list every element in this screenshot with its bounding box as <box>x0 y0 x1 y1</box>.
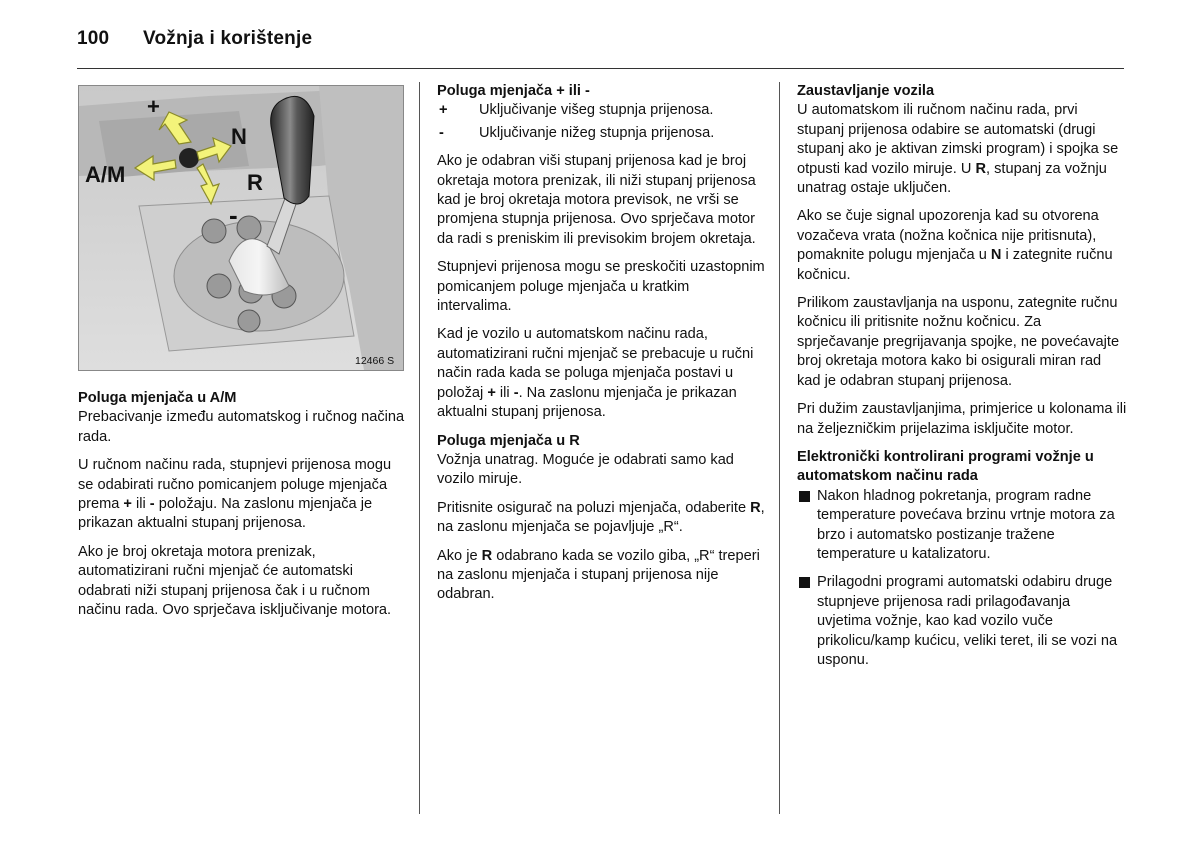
list-item: + Uključivanje višeg stupnja prijenosa. <box>439 102 714 119</box>
paragraph: Pri dužim zaustavljanjima, primjerice u kolonama ili na željezničkim prijelazima isključite motor. <box>797 401 1127 437</box>
paragraph: Ako je R odabrano kada se vozilo giba, „R“ treperi na zaslonu mjenjača i stupanj prijenosa nije odabran. <box>437 547 760 603</box>
column-2 <box>437 82 767 614</box>
fig-label-am: A/M <box>85 162 126 187</box>
page-number: 100 <box>77 28 110 49</box>
paragraph: U automatskom ili ručnom načinu rada, prvi stupanj prijenosa odabire se automatski (drugi stupanj ako je aktivan zimski program) i spojka se otpusti kad vozilo miruje. U R, stupanj za vožnju unatrag ostaje uključen. <box>797 102 1119 197</box>
column-3 <box>797 82 1127 679</box>
paragraph: Pritisnite osigurač na poluzi mjenjača, odaberite R, na zaslonu mjenjača se pojavljuje „R“. <box>437 499 765 536</box>
paragraph: Ako je odabran viši stupanj prijenosa kad je broj okretaja motora prenizak, ili niži stupanj prijenosa kad je broj okretaja motora previsok, ne vrši se promjena stupnja prijenosa. Ovo sprječava motor da radi s preniskim ili previsokim brojem okretaja. <box>437 153 756 247</box>
paragraph: U ručnom načinu rada, stupnjevi prijenosa mogu se odabirati ručno pomicanjem poluge mjenjača prema + ili - položaju. Na zaslonu mjenjača je prikazan aktualni stupanj prijenosa. <box>78 457 392 532</box>
paragraph: Prebacivanje između automatskog i ručnog načina rada. <box>78 409 405 445</box>
heading-lever-am: Poluga mjenjača u A/M <box>78 390 237 406</box>
paragraph: Kad je vozilo u automatskom načinu rada, automatizirani ručni mjenjač se prebacuje u ručni način rada kada se poluga mjenjača postavi u položaj + ili -. Na zaslonu mjenjača je prikazan aktualni stupanj prijenosa. <box>437 326 754 421</box>
bullet-square-icon <box>799 491 810 502</box>
bullet-square-icon <box>799 577 810 588</box>
fig-label-r: R <box>247 170 263 195</box>
list-item: Prilagodni programi automatski odabiru druge stupnjeve prijenosa radi prilagođavanja uvjetima vožnje, kao kad vozilo vuče prikolicu/kamp kućicu, veliki teret, ili se vozi na usponu. <box>797 573 1127 670</box>
paragraph: Stupnjevi prijenosa mogu se preskočiti uzastopnim pomicanjem poluge mjenjača u kratkim intervalima. <box>437 259 765 315</box>
page-title: Vožnja i korištenje <box>143 28 313 49</box>
gear-selector-illustration <box>79 86 403 370</box>
fig-label-minus: - <box>229 200 238 230</box>
heading-lever-plus-minus: Poluga mjenjača + ili - <box>437 83 590 99</box>
column-divider-2 <box>779 82 780 814</box>
heading-lever-r: Poluga mjenjača u R <box>437 432 580 449</box>
list-item: - Uključivanje nižeg stupnja prijenosa. <box>439 124 715 141</box>
page-header <box>77 28 312 50</box>
list-item: Nakon hladnog pokretanja, program radne temperature povećava brzinu vrtnje motora za brzo i automatsko postizanje tražene temperature u katalizatoru. <box>797 487 1127 565</box>
gear-selector-figure <box>78 85 404 371</box>
fig-label-n: N <box>231 124 247 149</box>
fig-code: 12466 S <box>355 355 395 367</box>
paragraph: Prilikom zaustavljanja na usponu, zategnite ručnu kočnicu ili pritisnite nožnu kočnicu. Za sprječavanje pregrijavanja spojke, ne povećavajte broj okretaja motora kako bi osigurali miran rad kad je odabran stupanj prijenosa. <box>797 295 1120 389</box>
fig-label-plus: + <box>147 94 160 119</box>
paragraph: Vožnja unatrag. Moguće je odabrati samo kad vozilo miruje. <box>437 451 734 488</box>
heading-stopping: Zaustavljanje vozila <box>797 83 935 99</box>
column-divider-1 <box>419 82 420 814</box>
paragraph: Ako je broj okretaja motora prenizak, automatizirani ručni mjenjač će automatski odabrati niži stupanj prijenosa čak i u ručnom načinu rada. Ovo sprječava isključivanje motora. <box>78 543 392 619</box>
paragraph: Ako se čuje signal upozorenja kad su otvorena vozačeva vrata (nožna kočnica nije pritisnuta), pomaknite polugu mjenjača u N i zategnite ručnu kočnicu. <box>797 208 1113 283</box>
column-1 <box>78 389 408 629</box>
header-rule <box>77 68 1124 69</box>
heading-electronic-programs: Elektronički kontrolirani programi vožnje u automatskom načinu rada <box>797 448 1094 485</box>
